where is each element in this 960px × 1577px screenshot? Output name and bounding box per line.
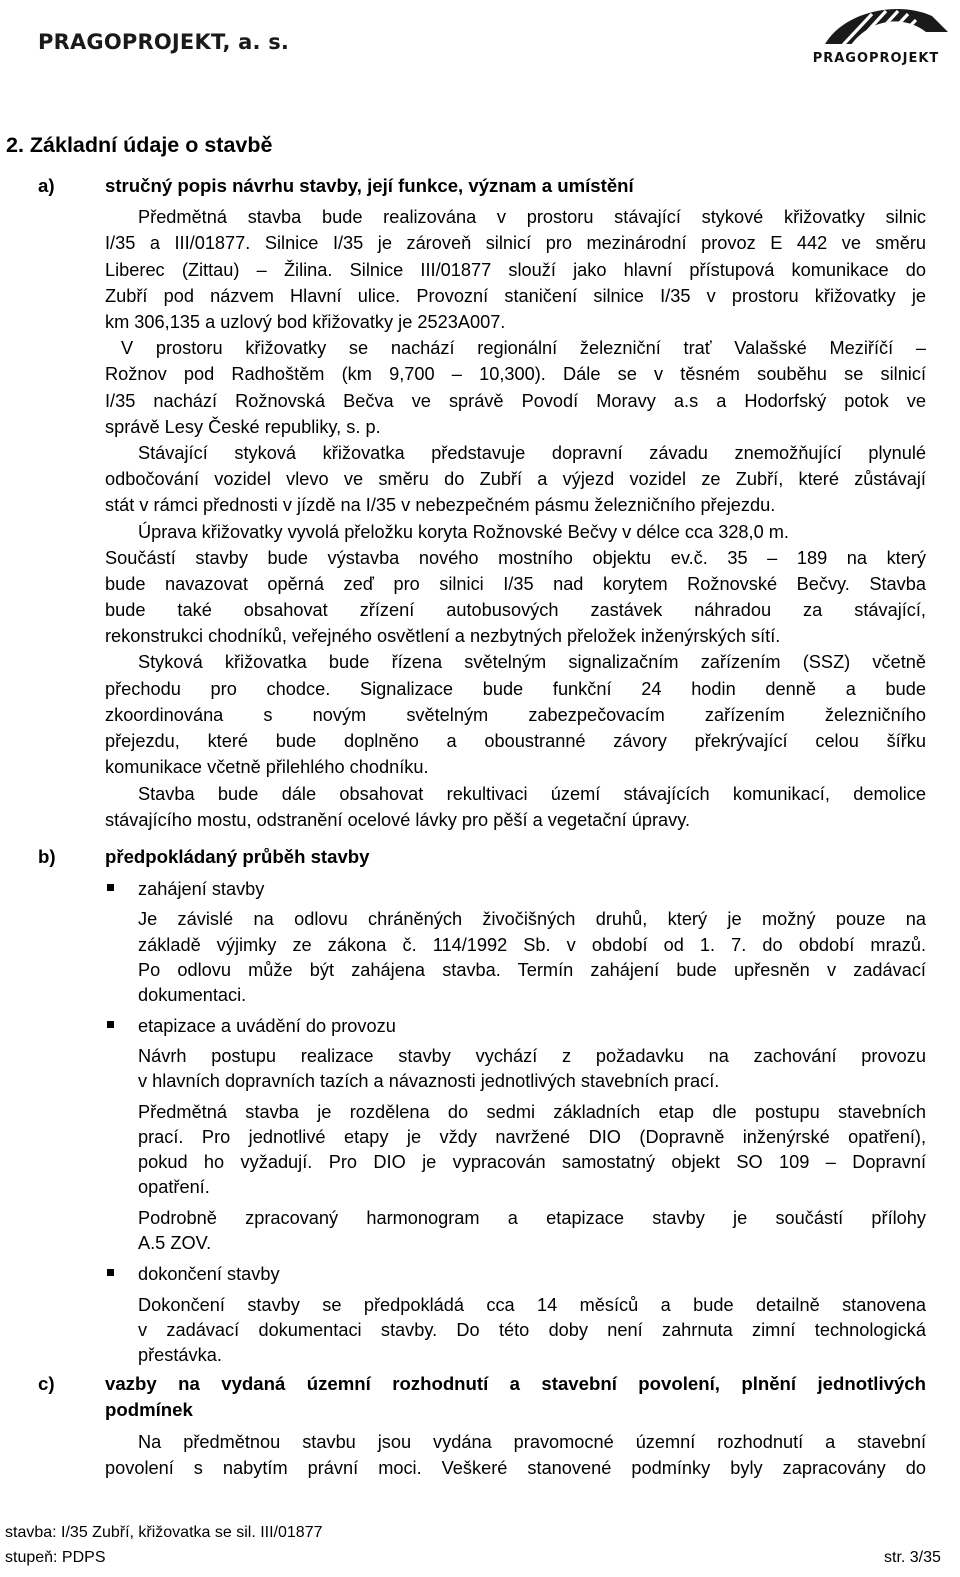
text-line: I/35 nachází Rožnovská Bečva ve správě Povodí Moravy a.s a Hodorfský potok ve bbox=[105, 391, 926, 411]
text-line: v zadávací dokumentaci stavby. Do této doby není zahrnuta zimní technologická bbox=[138, 1320, 926, 1340]
text-line: v hlavních dopravních tazích a návaznosti jednotlivých stavebních prací. bbox=[138, 1071, 720, 1091]
text-line: přestávka. bbox=[138, 1345, 222, 1365]
section-a-heading: stručný popis návrhu stavby, její funkce, význam a umístění bbox=[105, 175, 634, 196]
text-line: pokud ho vyžadují. Pro DIO je vypracován samostatný objekt SO 109 – Dopravní bbox=[138, 1152, 926, 1172]
text-line: Stavba bude dále obsahovat rekultivaci území stávajících komunikací, demolice bbox=[138, 784, 926, 804]
text-line: Zubří pod názvem Hlavní ulice. Provozní staničení silnice I/35 v prostoru křižovatky je bbox=[105, 286, 926, 306]
bullet-icon bbox=[107, 884, 114, 891]
text-line: komunikace včetně přilehlého chodníku. bbox=[105, 757, 429, 777]
text-line: bude navazovat opěrná zeď pro silnici I/35 nad korytem Rožnovské Bečvy. Stavba bbox=[105, 574, 926, 594]
text-line: Po odlovu může být zahájena stavba. Termín zahájení bude upřesněn v zadávací bbox=[138, 960, 926, 980]
text-line: rekonstrukci chodníků, veřejného osvětlení a nezbytných přeložek inženýrských sítí. bbox=[105, 626, 781, 646]
logo-text: PRAGOPROJEKT bbox=[812, 51, 940, 66]
logo-mark-icon bbox=[802, 2, 950, 48]
text-line: Je závislé na odlovu chráněných živočišných druhů, který je možný pouze na bbox=[138, 909, 926, 929]
text-line: Rožnov pod Radhoštěm (km 9,700 – 10,300). Dále se v těsném souběhu se silnicí bbox=[105, 364, 926, 384]
section-c-heading-line1: vazby na vydaná územní rozhodnutí a stavební povolení, plnění jednotlivých bbox=[105, 1373, 926, 1394]
text-line: zkoordinována s novým světelným zabezpečovacím zařízením železničního bbox=[105, 705, 926, 725]
text-line: km 306,135 a uzlový bod křižovatky je 2523A007. bbox=[105, 312, 506, 332]
bullet-icon bbox=[107, 1269, 114, 1276]
text-line: bude také obsahovat zřízení autobusových zastávek náhradou za stávající, bbox=[105, 600, 926, 620]
section-c-label: c) bbox=[38, 1373, 55, 1394]
text-line: Podrobně zpracovaný harmonogram a etapizace stavby je součástí přílohy bbox=[138, 1208, 926, 1228]
text-line: základě výjimky ze zákona č. 114/1992 Sb. v období od 1. 7. do období mrazů. bbox=[138, 935, 926, 955]
text-line: Stávající styková křižovatka představuje dopravní závadu znemožňující plynulé bbox=[138, 443, 926, 463]
text-line: přejezdu, které bude doplněno a oboustranné závory překrývající celou šířku bbox=[105, 731, 926, 751]
section-a-label: a) bbox=[38, 175, 55, 196]
footer-stavba: stavba: I/35 Zubří, křižovatka se sil. III/01877 bbox=[5, 1524, 323, 1541]
text-line: prací. Pro jednotlivé etapy je vždy navržené DIO (Dopravně inženýrské opatření), bbox=[138, 1127, 926, 1147]
text-line: Předmětná stavba je rozdělena do sedmi základních etap dle postupu stavebních bbox=[138, 1102, 926, 1122]
section-title: 2. Základní údaje o stavbě bbox=[6, 133, 273, 157]
bullet-item-title: dokončení stavby bbox=[138, 1264, 280, 1284]
bullet-icon bbox=[107, 1021, 114, 1028]
text-line: Součástí stavby bude výstavba nového mostního objektu ev.č. 35 – 189 na který bbox=[105, 548, 926, 568]
text-line: Předmětná stavba bude realizována v prostoru stávající stykové křižovatky silnic bbox=[138, 207, 926, 227]
footer-page-number: str. 3/35 bbox=[884, 1549, 941, 1566]
section-b-label: b) bbox=[38, 846, 56, 867]
text-line: opatření. bbox=[138, 1177, 210, 1197]
text-line: Dokončení stavby se předpokládá cca 14 měsíců a bude detailně stanovena bbox=[138, 1295, 926, 1315]
text-line: dokumentaci. bbox=[138, 985, 247, 1005]
text-line: stát v rámci přednosti v jízdě na I/35 v nebezpečném pásmu železničního přejezdu. bbox=[105, 495, 776, 515]
text-line: Styková křižovatka bude řízena světelným signalizačním zařízením (SSZ) včetně bbox=[138, 652, 926, 672]
text-line: Na předmětnou stavbu jsou vydána pravomocné územní rozhodnutí a stavební bbox=[138, 1432, 926, 1452]
company-name: PRAGOPROJEKT, a. s. bbox=[38, 30, 290, 54]
section-b-heading: předpokládaný průběh stavby bbox=[105, 846, 370, 867]
text-line: Návrh postupu realizace stavby vychází z požadavku na zachování provozu bbox=[138, 1046, 926, 1066]
text-line: odbočování vozidel vlevo ve směru do Zubří a výjezd vozidel ze Zubří, které zůstávají bbox=[105, 469, 926, 489]
company-logo bbox=[802, 2, 950, 66]
text-line: povolení s nabytím právní moci. Veškeré stanovené podmínky byly zapracovány do bbox=[105, 1458, 926, 1478]
text-line: stávajícího mostu, odstranění ocelové lávky pro pěší a vegetační úpravy. bbox=[105, 810, 691, 830]
section-c-heading-line2: podmínek bbox=[105, 1399, 193, 1420]
bullet-item-title: etapizace a uvádění do provozu bbox=[138, 1016, 396, 1036]
text-line: A.5 ZOV. bbox=[138, 1233, 212, 1253]
text-line: Úprava křižovatky vyvolá přeložku koryta Rožnovské Bečvy v délce cca 328,0 m. bbox=[138, 522, 789, 542]
bullet-item-title: zahájení stavby bbox=[138, 879, 265, 899]
text-line: Liberec (Zittau) – Žilina. Silnice III/01877 slouží jako hlavní přístupová komunikace do bbox=[105, 260, 926, 280]
text-line: V prostoru křižovatky se nachází regionální železniční trať Valašské Meziříčí – bbox=[121, 338, 926, 358]
text-line: I/35 a III/01877. Silnice I/35 je zároveň silnicí pro mezinárodní provoz E 442 ve směru bbox=[105, 233, 926, 253]
footer-stupen: stupeň: PDPS bbox=[5, 1549, 106, 1566]
text-line: správě Lesy České republiky, s. p. bbox=[105, 417, 381, 437]
text-line: přechodu pro chodce. Signalizace bude funkční 24 hodin denně a bude bbox=[105, 679, 926, 699]
